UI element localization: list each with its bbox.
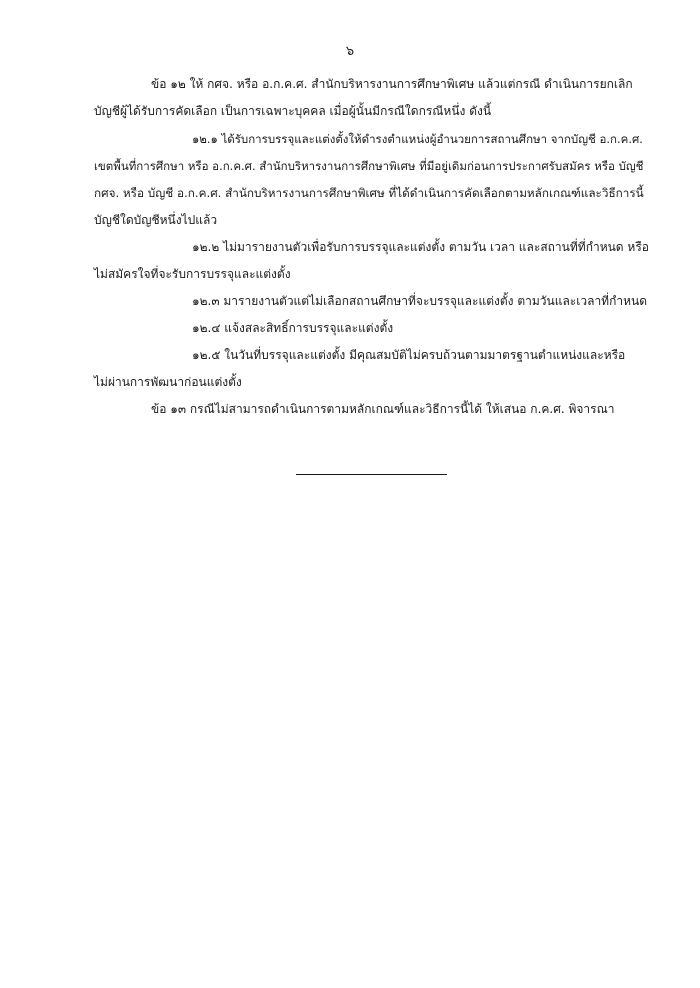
clause-12-3-line-1: ๑๒.๓ มารายงานตัวแต่ไม่เลือกสถานศึกษาที่จะบรรจุและแต่งตั้ง ตามวันและเวลาที่กำหนด — [192, 294, 647, 308]
clause-12-1-line-3: กศจ. หรือ บัญชี อ.ก.ค.ศ. สำนักบริหารงานการศึกษาพิเศษ ที่ได้ดำเนินการคัดเลือกตามหลักเกณฑ์และวิธีการนี้ — [94, 186, 644, 200]
clause-12-1-line-1: ๑๒.๑ ได้รับการบรรจุและแต่งตั้งให้ดำรงตำแหน่งผู้อำนวยการสถานศึกษา จากบัญชี อ.ก.ค.ศ. — [192, 132, 643, 146]
clause-12-5-line-1: ๑๒.๕ ในวันที่บรรจุและแต่งตั้ง มีคุณสมบัติไม่ครบถ้วนตามมาตรฐานตำแหน่งและหรือ — [192, 348, 626, 362]
clause-12-5-line-2: ไม่ผ่านการพัฒนาก่อนแต่งตั้ง — [94, 375, 242, 389]
clause-12-2-line-1: ๑๒.๒ ไม่มารายงานตัวเพื่อรับการบรรจุและแต่งตั้ง ตามวัน เวลา และสถานที่ที่กำหนด หรือ — [192, 240, 649, 254]
clause-12-4-line-1: ๑๒.๔ แจ้งสละสิทธิ์การบรรจุและแต่งตั้ง — [192, 321, 394, 335]
clause-12-intro-line-2: บัญชีผู้ได้รับการคัดเลือก เป็นการเฉพาะบุคคล เมื่อผู้นั้นมีกรณีใดกรณีหนึ่ง ดังนี้ — [94, 104, 492, 118]
clause-12-intro-line-1: ข้อ ๑๒ ให้ กศจ. หรือ อ.ก.ค.ศ. สำนักบริหารงานการศึกษาพิเศษ แล้วแต่กรณี ดำเนินการยกเลิก — [151, 77, 633, 91]
clause-12-1-line-4: บัญชีใดบัญชีหนึ่งไปแล้ว — [94, 213, 218, 227]
clause-12-1-line-2: เขตพื้นที่การศึกษา หรือ อ.ก.ค.ศ. สำนักบริหารงานการศึกษาพิเศษ ที่มีอยู่เดิมก่อนการประกาศรับสมัคร หรือ บัญชี — [94, 159, 644, 173]
clause-13-line-1: ข้อ ๑๓ กรณีไม่สามารถดำเนินการตามหลักเกณฑ์และวิธีการนี้ได้ ให้เสนอ ก.ค.ศ. พิจารณา — [151, 402, 615, 416]
page-number: ๖ — [345, 44, 355, 59]
clause-12-2-line-2: ไม่สมัครใจที่จะรับการบรรจุและแต่งตั้ง — [94, 267, 291, 281]
end-of-document-rule — [296, 474, 447, 475]
